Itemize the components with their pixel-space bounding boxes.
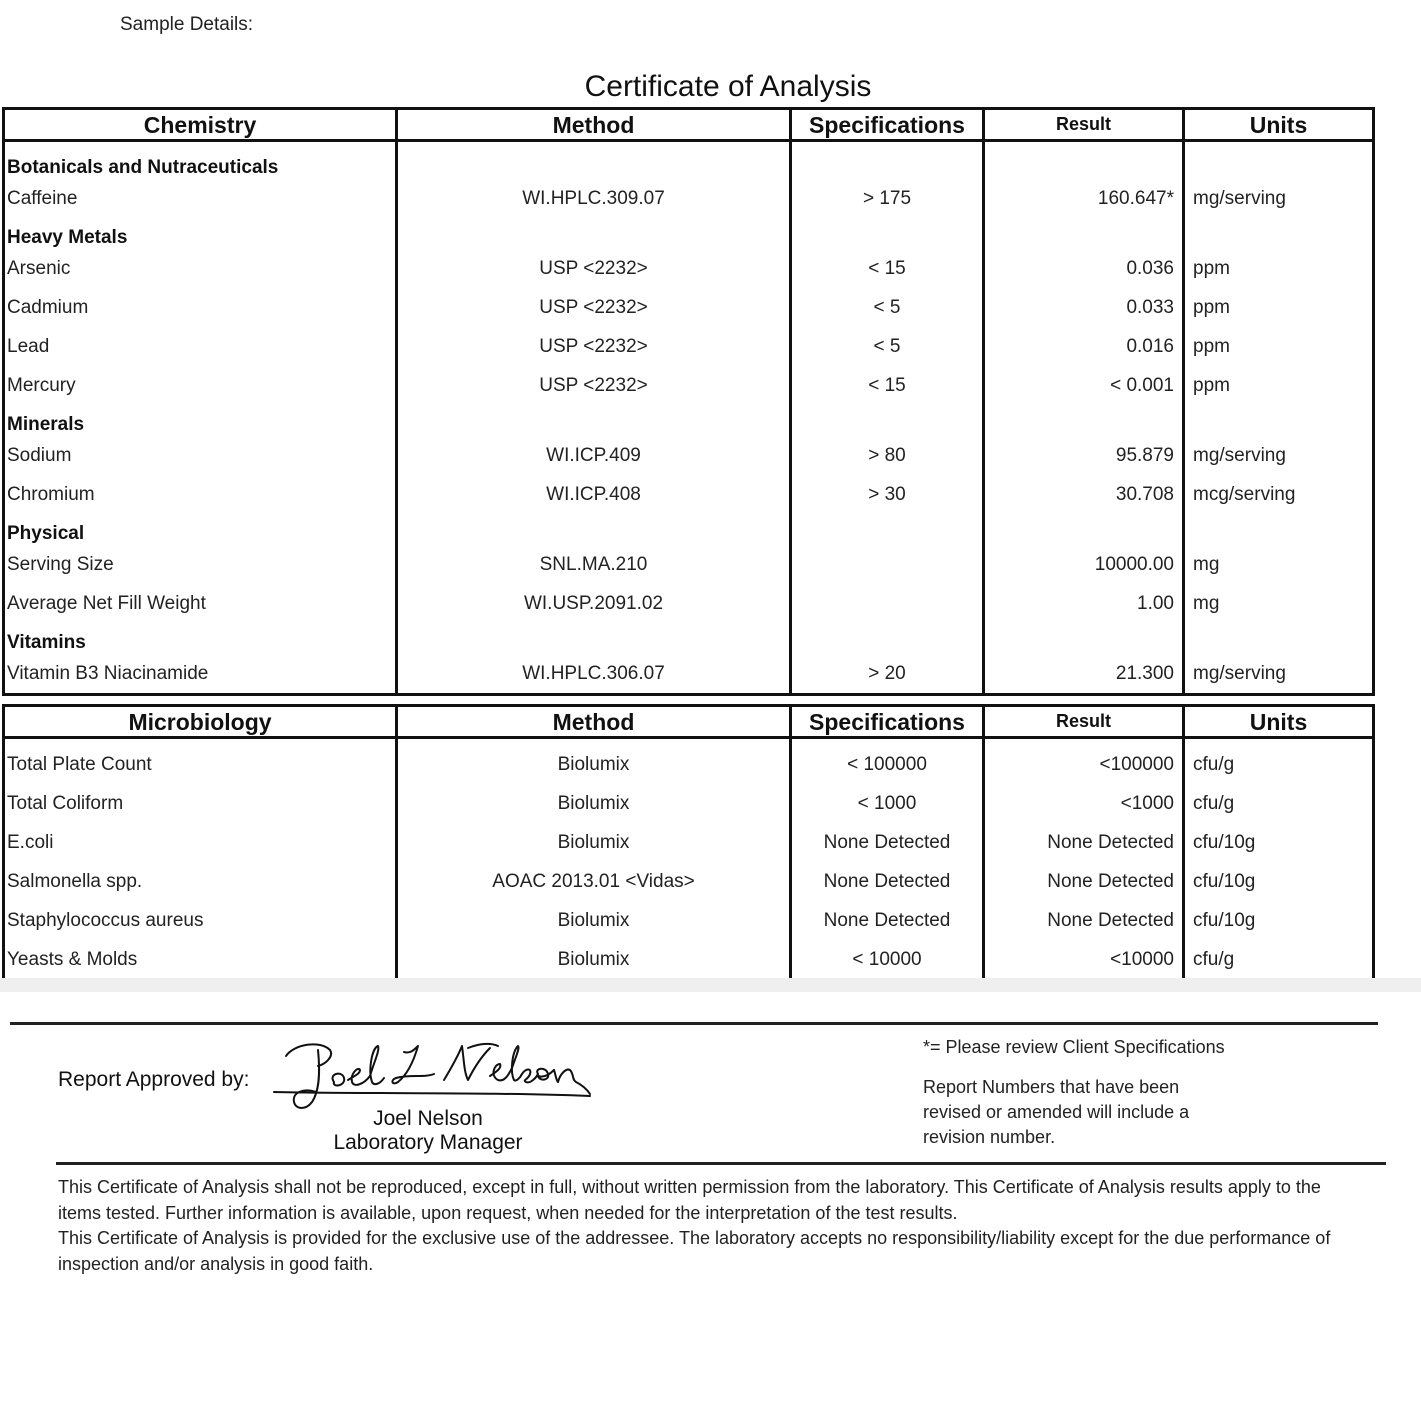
table-row (4, 475, 1374, 514)
analyte-name: Caffeine (4, 179, 397, 218)
spacer-cell (397, 141, 791, 149)
table-row (4, 288, 1374, 327)
units-cell: mg/serving (1184, 436, 1374, 475)
specification-cell: < 5 (791, 288, 984, 327)
analyte-name: Total Coliform (4, 784, 397, 823)
specification-cell: None Detected (791, 823, 984, 862)
category-label: Vitamins (4, 623, 397, 654)
spacer-cell (4, 738, 397, 746)
disclaimer-paragraph: This Certificate of Analysis shall not be reproduced, except in full, without written permission from the laboratory. This Certificate of Analysis results apply to the items tested. Further information is available, upon request, when needed for the interpretation of the test results. (58, 1177, 1321, 1223)
empty-cell (1184, 514, 1374, 545)
method-cell: WI.ICP.409 (397, 436, 791, 475)
empty-cell (791, 405, 984, 436)
report-approved-label: Report Approved by: (58, 1068, 250, 1091)
table-row (4, 823, 1374, 862)
method-cell: SNL.MA.210 (397, 545, 791, 584)
units-cell: ppm (1184, 288, 1374, 327)
specification-cell: > 175 (791, 179, 984, 218)
result-cell: None Detected (984, 901, 1184, 940)
microbiology-table-body (4, 738, 1374, 981)
specification-cell: > 30 (791, 475, 984, 514)
method-cell: USP <2232> (397, 366, 791, 405)
spacer-cell (1184, 141, 1374, 149)
spacer-cell (4, 141, 397, 149)
table-spacer-row (4, 141, 1374, 149)
empty-cell (984, 623, 1184, 654)
chemistry-table (2, 107, 1375, 696)
empty-cell (397, 218, 791, 249)
units-cell: cfu/g (1184, 940, 1374, 981)
category-label: Botanicals and Nutraceuticals (4, 148, 397, 179)
result-cell: <1000 (984, 784, 1184, 823)
units-cell: cfu/g (1184, 784, 1374, 823)
method-cell: Biolumix (397, 745, 791, 784)
empty-cell (791, 148, 984, 179)
category-row (4, 218, 1374, 249)
empty-cell (397, 148, 791, 179)
empty-cell (397, 405, 791, 436)
revision-note: Report Numbers that have been revised or amended will include a revision number. (923, 1077, 1190, 1147)
analyte-name: Mercury (4, 366, 397, 405)
method-cell: WI.ICP.408 (397, 475, 791, 514)
units-cell: mg/serving (1184, 654, 1374, 695)
result-cell: None Detected (984, 862, 1184, 901)
table-row (4, 436, 1374, 475)
analyte-name: Vitamin B3 Niacinamide (4, 654, 397, 695)
method-cell: Biolumix (397, 940, 791, 981)
analyte-name: Total Plate Count (4, 745, 397, 784)
result-header: Result (984, 706, 1184, 738)
category-row (4, 623, 1374, 654)
method-cell: USP <2232> (397, 327, 791, 366)
method-cell: AOAC 2013.01 <Vidas> (397, 862, 791, 901)
units-cell: cfu/10g (1184, 901, 1374, 940)
empty-cell (1184, 148, 1374, 179)
analyte-name: Chromium (4, 475, 397, 514)
chemistry-table-body (4, 141, 1374, 695)
empty-cell (1184, 218, 1374, 249)
units-cell: mcg/serving (1184, 475, 1374, 514)
sample-details-label: Sample Details: (120, 14, 254, 35)
spacer-cell (397, 738, 791, 746)
spacer-cell (791, 738, 984, 746)
microbiology-table (2, 704, 1375, 982)
result-cell: <10000 (984, 940, 1184, 981)
result-cell: None Detected (984, 823, 1184, 862)
units-cell: ppm (1184, 327, 1374, 366)
empty-cell (984, 405, 1184, 436)
signer-title: Laboratory Manager (333, 1131, 523, 1154)
table-row (4, 654, 1374, 695)
units-cell: ppm (1184, 366, 1374, 405)
empty-cell (1184, 405, 1374, 436)
analyte-name: Cadmium (4, 288, 397, 327)
result-cell: < 0.001 (984, 366, 1184, 405)
category-label: Heavy Metals (4, 218, 397, 249)
spacer-cell (984, 738, 1184, 746)
result-cell: 1.00 (984, 584, 1184, 623)
table-row (4, 862, 1374, 901)
analyte-name: Serving Size (4, 545, 397, 584)
microbiology-header: Microbiology (4, 706, 397, 738)
units-header: Units (1184, 706, 1374, 738)
units-cell: mg (1184, 584, 1374, 623)
empty-cell (791, 514, 984, 545)
table-row (4, 179, 1374, 218)
signature (268, 1036, 598, 1118)
analyte-name: Sodium (4, 436, 397, 475)
empty-cell (791, 218, 984, 249)
units-cell: mg/serving (1184, 179, 1374, 218)
method-cell: Biolumix (397, 784, 791, 823)
empty-cell (791, 623, 984, 654)
table-row (4, 745, 1374, 784)
table-spacer-row (4, 738, 1374, 746)
specifications-header: Specifications (791, 706, 984, 738)
result-cell: 0.036 (984, 249, 1184, 288)
method-header: Method (397, 706, 791, 738)
analyte-name: Staphylococcus aureus (4, 901, 397, 940)
table-row (4, 327, 1374, 366)
specification-cell: None Detected (791, 862, 984, 901)
result-cell: 0.033 (984, 288, 1184, 327)
units-cell: cfu/10g (1184, 862, 1374, 901)
method-cell: WI.HPLC.309.07 (397, 179, 791, 218)
result-cell: <100000 (984, 745, 1184, 784)
table-row (4, 249, 1374, 288)
microbiology-header-row (4, 706, 1374, 738)
table-row (4, 366, 1374, 405)
empty-cell (984, 514, 1184, 545)
table-row (4, 901, 1374, 940)
specification-cell: None Detected (791, 901, 984, 940)
result-cell: 21.300 (984, 654, 1184, 695)
disclaimer-paragraph: This Certificate of Analysis is provided for the exclusive use of the addressee. The laboratory accepts no responsibility/liability except for the due performance of inspection and/or analysis in good faith. (58, 1228, 1331, 1274)
specification-cell: < 1000 (791, 784, 984, 823)
specification-cell (791, 584, 984, 623)
specification-cell: < 100000 (791, 745, 984, 784)
category-row (4, 514, 1374, 545)
empty-cell (984, 218, 1184, 249)
page-divider-band (0, 978, 1421, 992)
specification-cell: > 80 (791, 436, 984, 475)
category-row (4, 405, 1374, 436)
chemistry-header: Chemistry (4, 109, 397, 141)
method-cell: USP <2232> (397, 288, 791, 327)
category-label: Physical (4, 514, 397, 545)
specification-cell: < 5 (791, 327, 984, 366)
analyte-name: Average Net Fill Weight (4, 584, 397, 623)
empty-cell (397, 514, 791, 545)
empty-cell (1184, 623, 1374, 654)
category-row (4, 148, 1374, 179)
table-row (4, 940, 1374, 981)
method-cell: USP <2232> (397, 249, 791, 288)
analyte-name: Lead (4, 327, 397, 366)
table-row (4, 584, 1374, 623)
disclaimer (58, 1175, 1368, 1277)
chemistry-header-row (4, 109, 1374, 141)
method-cell: WI.USP.2091.02 (397, 584, 791, 623)
analyte-name: Yeasts & Molds (4, 940, 397, 981)
table-row (4, 784, 1374, 823)
footer-divider-top (10, 1022, 1378, 1025)
specification-cell (791, 545, 984, 584)
table-row (4, 545, 1374, 584)
result-cell: 0.016 (984, 327, 1184, 366)
empty-cell (984, 148, 1184, 179)
method-cell: WI.HPLC.306.07 (397, 654, 791, 695)
footer-divider-bottom (56, 1162, 1386, 1165)
result-cell: 160.647* (984, 179, 1184, 218)
spacer-cell (1184, 738, 1374, 746)
units-cell: ppm (1184, 249, 1374, 288)
result-cell: 95.879 (984, 436, 1184, 475)
units-cell: cfu/10g (1184, 823, 1374, 862)
spacer-cell (791, 141, 984, 149)
analyte-name: E.coli (4, 823, 397, 862)
method-cell: Biolumix (397, 823, 791, 862)
analyte-name: Arsenic (4, 249, 397, 288)
method-header: Method (397, 109, 791, 141)
analyte-name: Salmonella spp. (4, 862, 397, 901)
client-spec-note: *= Please review Client Specifications (923, 1037, 1225, 1057)
category-label: Minerals (4, 405, 397, 436)
units-cell: cfu/g (1184, 745, 1374, 784)
specification-cell: < 15 (791, 366, 984, 405)
empty-cell (397, 623, 791, 654)
specification-cell: > 20 (791, 654, 984, 695)
specification-cell: < 10000 (791, 940, 984, 981)
signer-name: Joel Nelson (373, 1107, 483, 1130)
page-title: Certificate of Analysis (584, 70, 872, 103)
method-cell: Biolumix (397, 901, 791, 940)
units-header: Units (1184, 109, 1374, 141)
result-cell: 30.708 (984, 475, 1184, 514)
units-cell: mg (1184, 545, 1374, 584)
spacer-cell (984, 141, 1184, 149)
specification-cell: < 15 (791, 249, 984, 288)
result-header: Result (984, 109, 1184, 141)
result-cell: 10000.00 (984, 545, 1184, 584)
specifications-header: Specifications (791, 109, 984, 141)
